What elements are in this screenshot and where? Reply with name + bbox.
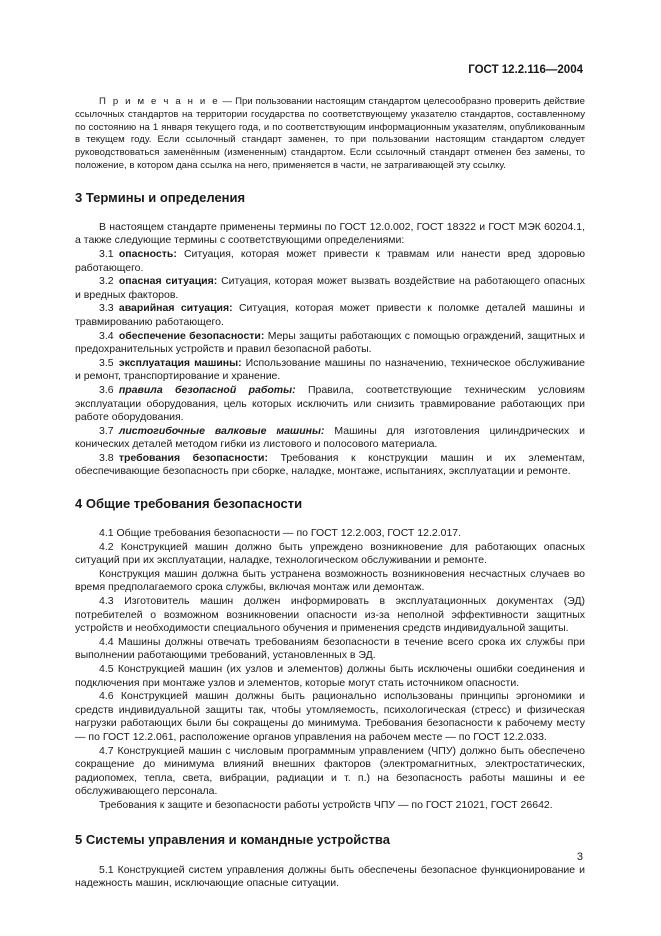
term-paragraph bbox=[75, 425, 585, 452]
section-5-body bbox=[75, 864, 585, 891]
term-paragraph bbox=[75, 330, 585, 357]
section-3-intro: В настоящем стандарте применены термины по ГОСТ 12.0.002, ГОСТ 18322 и ГОСТ МЭК 60204.1, а также следующие термины с соответствующими определениями: bbox=[75, 220, 585, 247]
term-paragraph bbox=[75, 357, 585, 384]
term-number: 3.7 bbox=[99, 424, 114, 437]
section-4-paragraph: 4.2 Конструкцией машин должно быть упреждено возникновение для работающих опасных ситуаций при их эксплуатации, наладке, технологическом обслуживании и ремонте. bbox=[75, 540, 585, 567]
term-definition: Требования к конструкции машин и их элементам, обеспечивающие безопасность при сборке, наладке, монтаже, испытаниях, эксплуатации и ремонте. bbox=[75, 451, 585, 478]
term-name: аварийная ситуация: bbox=[118, 302, 233, 315]
term-paragraph bbox=[75, 248, 585, 275]
term-number: 3.4 bbox=[99, 329, 114, 342]
term-number: 3.6 bbox=[99, 383, 114, 396]
terms-list bbox=[75, 248, 585, 479]
term-name: обеспечение безопасности: bbox=[118, 329, 265, 342]
section-4-paragraph: 4.5 Конструкцией машин (их узлов и элементов) должны быть исключены ошибки соединения и подключения при монтаже узлов и элементов, которые могут стать источником опасности. bbox=[75, 663, 585, 689]
term-definition: Ситуация, которая может вызвать воздействие на работающего опасных и вредных факторов. bbox=[75, 275, 585, 301]
term-name: эксплуатация машины: bbox=[118, 356, 242, 369]
page-number: 3 bbox=[576, 851, 583, 863]
term-number: 3.2 bbox=[99, 275, 114, 288]
term-definition: Правила, соответствующие техническим условиям эксплуатации оборудования, цель которых исключить или снизить травмирование работающих при работе оборудования. bbox=[75, 383, 585, 424]
note-block bbox=[75, 96, 585, 173]
term-paragraph bbox=[75, 302, 585, 329]
document-header: ГОСТ 12.2.116—2004 bbox=[468, 64, 583, 76]
term-name: листогибочные валковые машины: bbox=[118, 424, 325, 437]
term-number: 3.8 bbox=[99, 451, 114, 464]
note-text: — При пользовании настоящим стандартом целесообразно проверить действие ссылочных стандартов на территории государства по соответствующему указателю стандартов, составленному по состоянию на 1 января текущего года, и по соответствующим информационным указателям, опубликованным в текущем году. Если ссылочный стандарт заменен, то при пользовании настоящим стандартом следует руководствоваться заменённым (измененным) стандартом. Если ссылочный стандарт отменен без замены, то положение, в котором дана ссылка на него, применяется в части, не затрагивающей эту ссылку. bbox=[75, 96, 585, 171]
term-number: 3.1 bbox=[99, 247, 114, 260]
section-4-paragraph: 4.6 Конструкцией машин должны быть рационально использованы принципы эргономики и средств индивидуальной защиты так, чтобы утомляемость, психологическая (стресс) и физическая нагрузки работающих были бы сокращены до минимума. Требования безопасности к рабочему месту — по ГОСТ 12.2.061, расположение органов управления на рабочем месте — по ГОСТ 12.2.033. bbox=[75, 690, 585, 743]
term-paragraph bbox=[75, 384, 585, 425]
section-4-paragraph: Конструкция машин должна быть устранена возможность возникновения несчастных случаев во время предполагаемого срока службы, включая монтаж или демонтаж. bbox=[75, 567, 585, 594]
term-name: опасная ситуация: bbox=[118, 275, 218, 288]
section-4-paragraph: 4.7 Конструкцией машин с числовым программным управлением (ЧПУ) должно быть обеспечено сокращение до минимума влияний внешних факторов (электромагнитных, электростатических, радиопомех, тепла, света, вибрации, радиации и т. п.) на безопасность работы машины и ее обслуживающего персонала. bbox=[75, 744, 585, 798]
note-label: П р и м е ч а н и е bbox=[99, 96, 220, 107]
section-4-heading: 4 Общие требования безопасности bbox=[75, 496, 303, 512]
section-5-paragraph: 5.1 Конструкцией систем управления должны быть обеспечены безопасное функционирование и надежность машин, исключающие опасные ситуации. bbox=[75, 863, 585, 890]
term-name: правила безопасной работы: bbox=[118, 383, 296, 396]
term-definition: Меры защиты работающих с помощью ограждений, защитных и предохранительных устройств и правил безопасной работы. bbox=[75, 329, 586, 356]
term-definition: Машины для изготовления цилиндрических и конических деталей методом гибки из листового и полосового материала. bbox=[75, 424, 585, 451]
term-number: 3.5 bbox=[99, 356, 114, 369]
section-4-paragraph: 4.4 Машины должны отвечать требованиям безопасности в течение всего срока их службы при выполнении работающими требований, установленных в ЭД. bbox=[75, 635, 585, 662]
term-definition: Ситуация, которая может привести к поломке деталей машины и травмированию работающего. bbox=[75, 302, 585, 328]
term-number: 3.3 bbox=[99, 302, 114, 315]
section-4-paragraph: 4.3 Изготовитель машин должен информировать в эксплуатационных документах (ЭД) потребителей о возможном возникновении опасности из-за неполной эффективности защитных устройств и необходимости специального обучения и применения средств индивидуальной защиты. bbox=[75, 595, 585, 635]
section-5-heading: 5 Системы управления и командные устройства bbox=[75, 831, 390, 847]
term-definition: Использование машины по назначению, техническое обслуживание и ремонт, транспортирование и хранение. bbox=[75, 356, 585, 383]
section-4-paragraph: 4.1 Общие требования безопасности — по ГОСТ 12.2.003, ГОСТ 12.2.017. bbox=[99, 527, 462, 540]
term-name: требования безопасности: bbox=[118, 451, 268, 464]
term-paragraph bbox=[75, 275, 585, 302]
section-3-heading: 3 Термины и определения bbox=[75, 189, 246, 205]
section-4-paragraph: Требования к защите и безопасности работы устройств ЧПУ — по ГОСТ 21021, ГОСТ 26642. bbox=[99, 798, 553, 811]
note-paragraph bbox=[75, 96, 585, 173]
term-paragraph bbox=[75, 452, 585, 479]
term-definition: Ситуация, которая может привести к травмам или нанести вред здоровью работающего. bbox=[75, 247, 585, 274]
document-body bbox=[75, 96, 585, 891]
section-4-body bbox=[75, 527, 585, 812]
term-name: опасность: bbox=[118, 247, 177, 260]
